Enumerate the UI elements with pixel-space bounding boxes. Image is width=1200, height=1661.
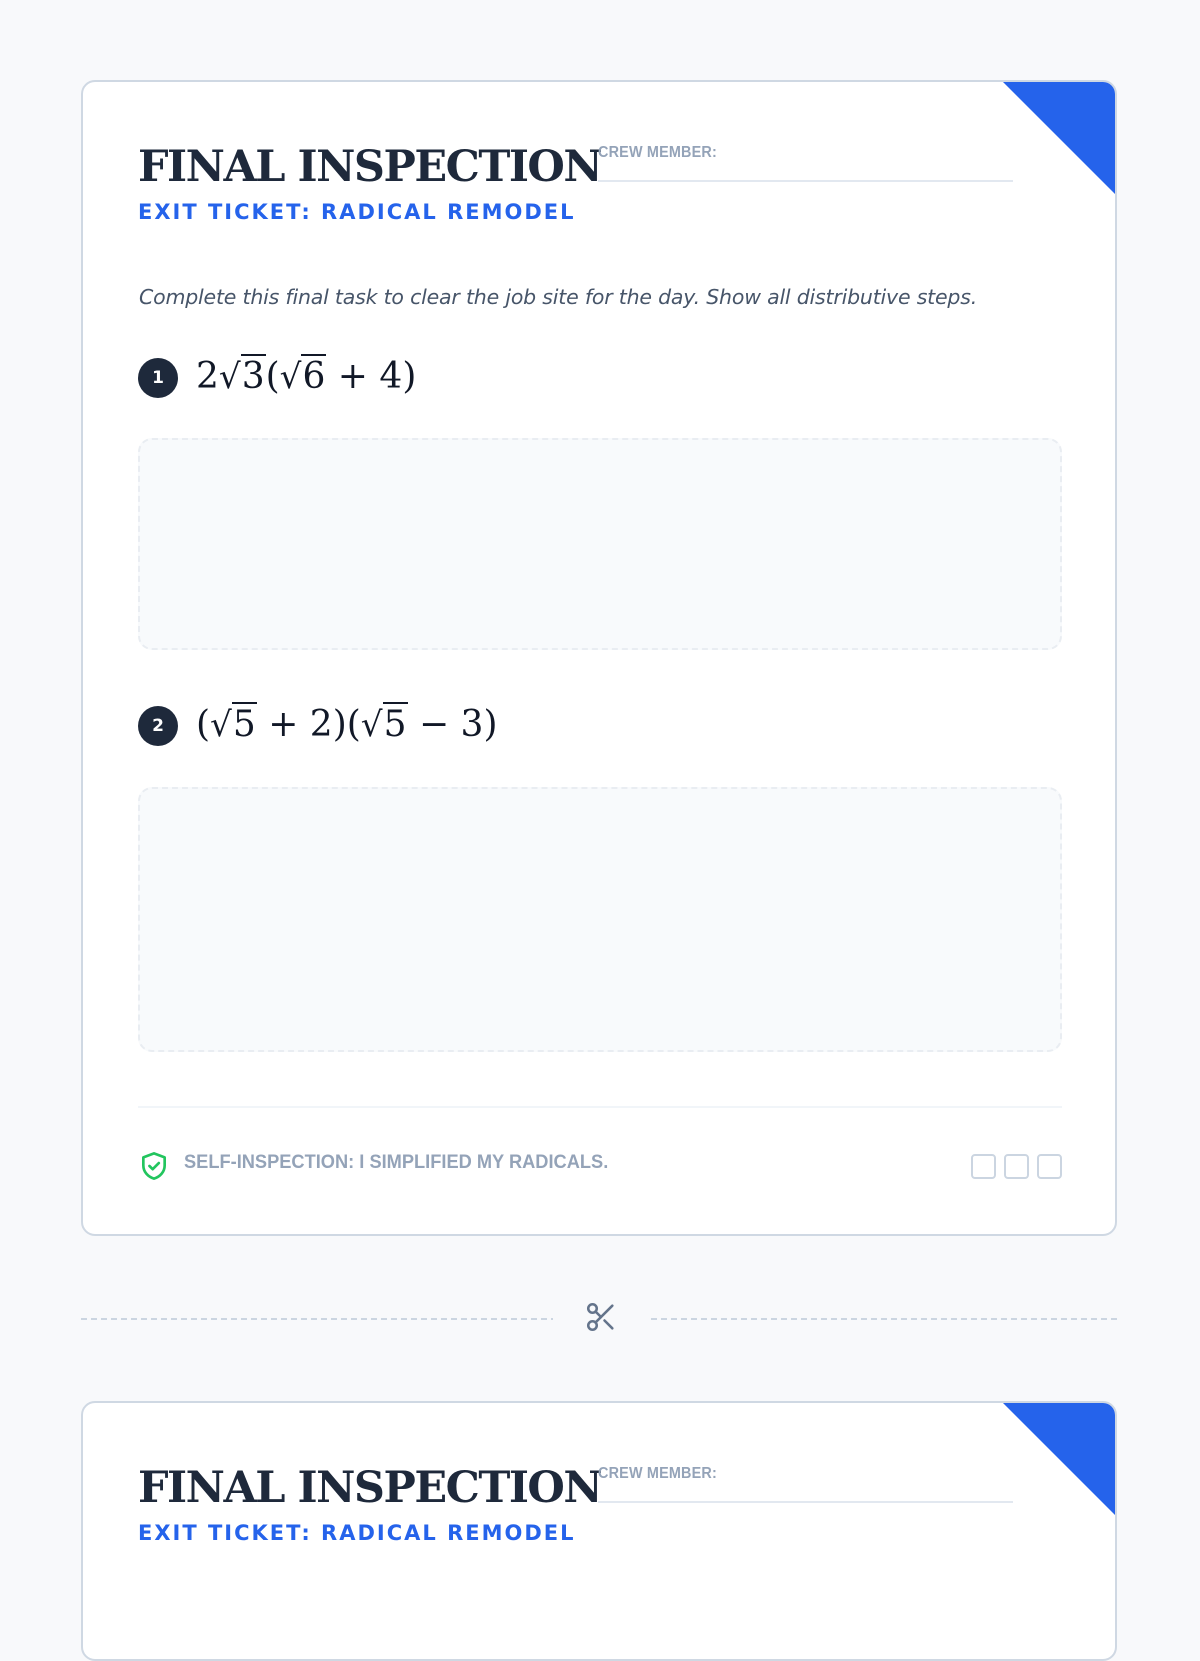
corner-accent [1003, 82, 1115, 194]
cut-line-marker [553, 1296, 647, 1340]
problem-expression: (√5 + 2)(√5 − 3) [196, 704, 498, 745]
problem-number-badge: 2 [138, 706, 178, 746]
work-area-2[interactable] [138, 787, 1062, 1052]
ticket-title: FINAL INSPECTION [138, 142, 602, 192]
crew-member-field[interactable] [598, 144, 1013, 182]
corner-accent [1003, 1403, 1115, 1515]
checkbox-group [971, 1154, 1062, 1179]
checkbox[interactable] [1004, 1154, 1029, 1179]
crew-member-field[interactable] [598, 1465, 1013, 1503]
crew-member-label: CREW MEMBER: [598, 144, 717, 161]
checkbox[interactable] [971, 1154, 996, 1179]
ticket-header [138, 140, 1018, 230]
scissors-icon [584, 1300, 618, 1334]
shield-check-icon [138, 1150, 170, 1182]
footer-divider [138, 1106, 1062, 1108]
self-inspection-text: SELF-INSPECTION: I SIMPLIFIED MY RADICALS. [184, 1152, 609, 1173]
exit-ticket-card [81, 80, 1117, 1236]
crew-member-label: CREW MEMBER: [598, 1465, 717, 1482]
instructions-text: Complete this final task to clear the job site for the day. Show all distributive steps. [139, 285, 978, 309]
checkbox[interactable] [1037, 1154, 1062, 1179]
exit-ticket-card [81, 1401, 1117, 1661]
problem-number-badge: 1 [138, 358, 178, 398]
work-area-1[interactable] [138, 438, 1062, 650]
problem-2 [138, 700, 1038, 750]
problem-1 [138, 352, 1038, 402]
ticket-header [138, 1461, 1018, 1551]
ticket-title: FINAL INSPECTION [138, 1463, 602, 1513]
problem-expression: 2√3(√6 + 4) [196, 356, 417, 397]
ticket-subtitle: EXIT TICKET: RADICAL REMODEL [138, 200, 576, 224]
self-inspection-footer [138, 1150, 1062, 1190]
ticket-subtitle: EXIT TICKET: RADICAL REMODEL [138, 1521, 576, 1545]
